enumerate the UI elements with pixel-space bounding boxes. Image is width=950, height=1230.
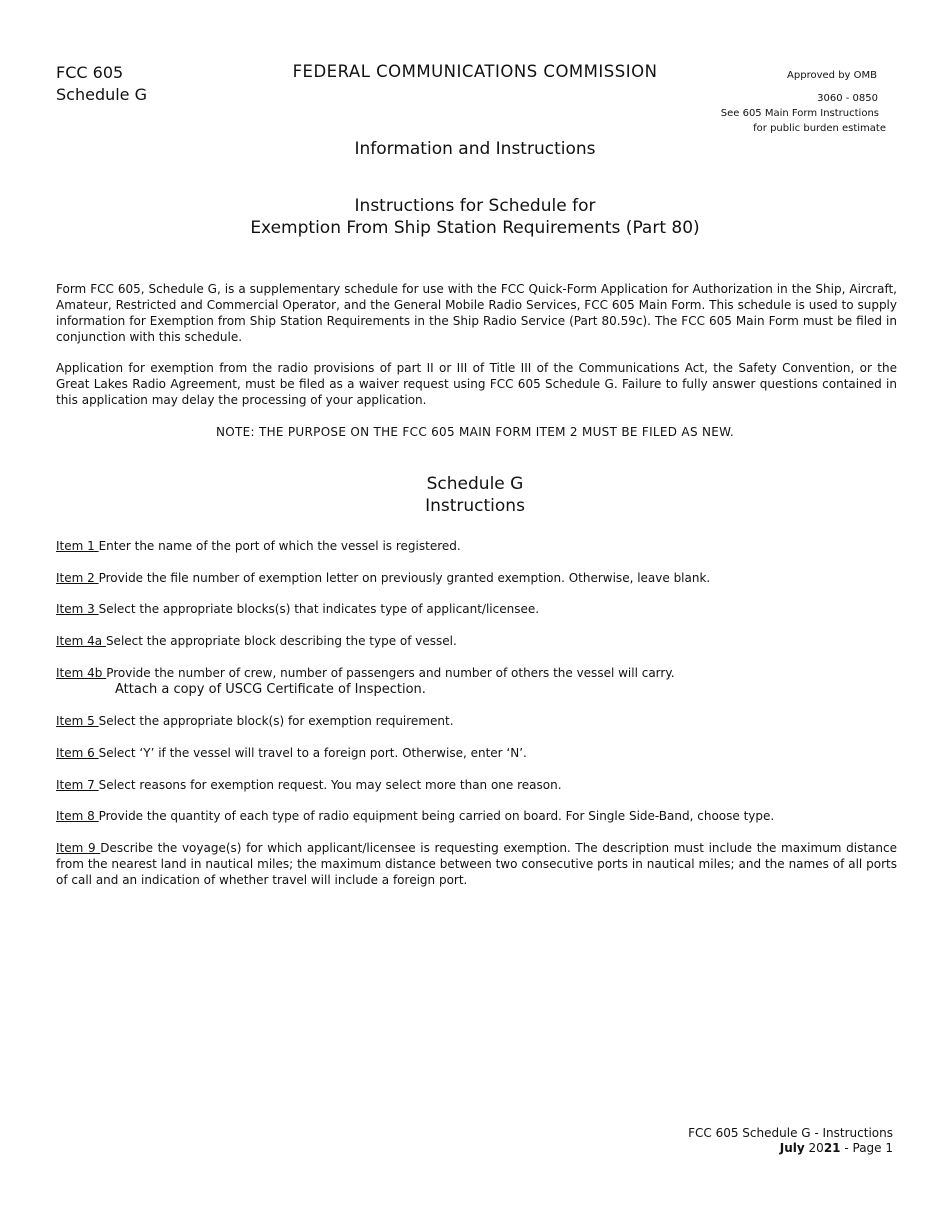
- item-1: [56, 538, 461, 554]
- item-7: [56, 777, 562, 793]
- form-number: FCC 605: [56, 63, 124, 82]
- burden-line-2: for public burden estimate: [753, 123, 886, 134]
- omb-block: [721, 68, 886, 136]
- item-text: Provide the quantity of each type of radio equipment being carried on board. For Single Side-Band, choose type.: [98, 809, 775, 823]
- footer-form-title: FCC 605 Schedule G - Instructions: [688, 1126, 893, 1140]
- item-label: Item 3: [56, 602, 99, 616]
- item-text: Provide the file number of exemption letter on previously granted exemption. Otherwise, leave blank.: [98, 571, 711, 585]
- item-label: Item 7: [56, 778, 99, 792]
- item-2: [56, 570, 710, 586]
- instructions-heading: Instructions: [425, 496, 525, 516]
- schedule-heading: Schedule G: [426, 474, 524, 494]
- footer-year-a: 20: [804, 1141, 824, 1155]
- item-6: [56, 745, 527, 761]
- item-label: Item 8: [56, 809, 99, 823]
- item-label: Item 9: [56, 841, 101, 855]
- item-text: Provide the number of crew, number of passengers and number of others the vessel will carry.: [106, 666, 675, 680]
- purpose-note: NOTE: THE PURPOSE ON THE FCC 605 MAIN FORM ITEM 2 MUST BE FILED AS NEW.: [215, 425, 735, 439]
- page-footer: [688, 1126, 893, 1156]
- footer-year-b: 21: [823, 1141, 841, 1155]
- intro-paragraph-1: Form FCC 605, Schedule G, is a supplementary schedule for use with the FCC Quick-Form Application for Authorization in the Ship, Aircraft, Amateur, Restricted and Commercial Operator, and the General Mobile Radio Services, FCC 605 Main Form. This schedule is used to supply information for Exemption from Ship Station Requirements in the Ship Radio Service (Part 80.59c). The FCC 605 Main Form must be filed in conjunction with this schedule.: [56, 282, 897, 344]
- item-text: Select reasons for exemption request. You may select more than one reason.: [98, 778, 562, 792]
- omb-number: 3060 - 0850: [817, 93, 878, 104]
- item-text: Select ‘Y’ if the vessel will travel to a foreign port. Otherwise, enter ‘N’.: [98, 746, 527, 760]
- item-8: [56, 808, 774, 824]
- item-text: Enter the name of the port of which the vessel is registered.: [98, 539, 461, 553]
- item-text: Select the appropriate block describing the type of vessel.: [105, 634, 457, 648]
- item-4b: [56, 665, 675, 681]
- item-4a: [56, 633, 457, 649]
- item-label: Item 4a: [56, 634, 106, 648]
- item-label: Item 5: [56, 714, 99, 728]
- footer-month: July: [779, 1141, 805, 1155]
- footer-date-page: [688, 1141, 893, 1156]
- item-text: Select the appropriate block(s) for exemption requirement.: [98, 714, 454, 728]
- omb-approved: Approved by OMB: [787, 70, 877, 81]
- title-line-1: Instructions for Schedule for: [354, 196, 596, 216]
- item-text: Select the appropriate blocks(s) that indicates type of applicant/licensee.: [98, 602, 540, 616]
- burden-line-1: See 605 Main Form Instructions: [720, 108, 879, 119]
- item-label: Item 6: [56, 746, 99, 760]
- item-label: Item 1: [56, 539, 99, 553]
- item-label: Item 2: [56, 571, 99, 585]
- agency-name: FEDERAL COMMUNICATIONS COMMISSION: [292, 62, 658, 81]
- item-3: [56, 601, 539, 617]
- item-text: Describe the voyage(s) for which applicant/licensee is requesting exemption. The description must include the maximum distance from the nearest land in nautical miles; the maximum distance between two consecutive ports in nautical miles; and the names of all ports of call and an indication of whether travel will include a foreign port.: [56, 841, 897, 887]
- intro-paragraph-2: Application for exemption from the radio provisions of part II or III of Title III of the Communications Act, the Safety Convention, or the Great Lakes Radio Agreement, must be filed as a waiver request using FCC 605 Schedule G. Failure to fully answer questions contained in this application may delay the processing of your application.: [56, 361, 897, 407]
- item-label: Item 4b: [56, 666, 107, 680]
- footer-page: - Page 1: [840, 1141, 893, 1155]
- item-5: [56, 713, 454, 729]
- schedule-label: Schedule G: [56, 85, 148, 104]
- item-4b-attachment-note: Attach a copy of USCG Certificate of Inspection.: [115, 682, 426, 697]
- info-title: Information and Instructions: [354, 139, 596, 159]
- title-line-2: Exemption From Ship Station Requirements (Part 80): [250, 218, 700, 238]
- item-9: [56, 840, 897, 888]
